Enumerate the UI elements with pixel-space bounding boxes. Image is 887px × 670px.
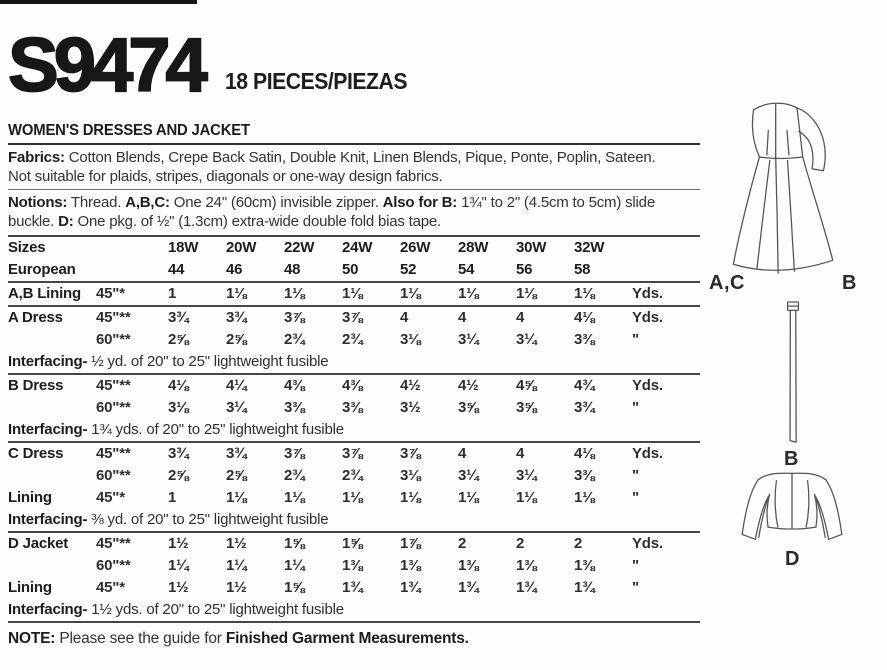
notions-buckle-size: 1¾" to 2" (4.5cm to 5cm) slide [457, 193, 655, 211]
unit-cell: " [632, 330, 639, 348]
yardage-cell: 2¾ [284, 330, 305, 348]
yardage-cell: 3⅞ [342, 308, 363, 326]
yardage-cell: 3¾ [226, 444, 247, 462]
yardage-cell: 4⅜ [342, 376, 363, 394]
yardage-cell: 28W [458, 238, 489, 256]
belt-line-art [783, 300, 803, 448]
fabric-width-cell: 60"** [96, 466, 131, 484]
fabric-width-cell: 45"** [96, 444, 131, 462]
notions-zipper-text: One 24" (60cm) invisible zipper. [169, 193, 383, 211]
yardage-cell: 26W [400, 238, 431, 256]
interfacing-text: 1¾ yds. of 20" to 25" lightweight fusible [87, 420, 344, 438]
yardage-cell: 3⅛ [400, 330, 421, 348]
yardage-cell: 1⅛ [458, 488, 479, 506]
yardage-cell: 4⅛ [574, 308, 595, 326]
yardage-cell: 1¼ [226, 556, 247, 574]
pieces-count: 18 PIECES/PIEZAS [224, 67, 407, 94]
fabrics-text-2: Not suitable for plaids, stripes, diagonals or one-way design fabrics. [8, 167, 443, 185]
yardage-cell: 3¼ [516, 330, 537, 348]
yardage-cell: 3⅜ [284, 398, 305, 416]
yardage-cell: 1 [168, 284, 177, 302]
fabric-width-cell: 45"** [96, 376, 131, 394]
yardage-cell: 3⅜ [574, 466, 595, 484]
belt-view-b-label: B [784, 448, 799, 470]
fabric-width-cell: 45"** [96, 308, 131, 326]
yardage-cell: 2 [458, 534, 467, 552]
notions-view-d: D: [58, 212, 74, 230]
yardage-cell: 4¼ [226, 376, 247, 394]
yardage-cell: 1⅝ [284, 578, 305, 596]
dress-line-art [723, 97, 851, 279]
yardage-cell: 1¾ [458, 578, 479, 596]
yardage-cell: 1⅛ [574, 488, 595, 506]
yardage-cell: 4 [516, 444, 525, 462]
yardage-cell: 3¼ [458, 330, 479, 348]
yardage-cell: 56 [516, 260, 533, 278]
yardage-cell: 3⅞ [400, 444, 421, 462]
yardage-cell: 1¼ [168, 556, 189, 574]
table-row [8, 283, 700, 305]
notions-label: Notions: [8, 193, 68, 211]
unit-cell: Yds. [632, 308, 663, 326]
yardage-cell: 1⅛ [458, 284, 479, 302]
group-d-jacket [8, 533, 700, 621]
fabric-width-cell: 45"** [96, 534, 131, 552]
yardage-cell: 3¾ [168, 308, 189, 326]
yardage-cell: 46 [226, 260, 243, 278]
yardage-cell: 3⅞ [284, 308, 305, 326]
table-row [8, 307, 700, 329]
yardage-cell: 1⅛ [226, 284, 247, 302]
fabric-width-cell: 45"* [96, 578, 125, 596]
yardage-cell: 18W [168, 238, 199, 256]
yardage-cell: 1⅝ [284, 534, 305, 552]
yardage-cell: 1¼ [284, 556, 305, 574]
yardage-cell: 1⅜ [516, 556, 537, 574]
table-row [8, 465, 700, 487]
european-sizes-row [8, 259, 700, 281]
yardage-cell: 1⅜ [574, 556, 595, 574]
yardage-cell: 3¼ [226, 398, 247, 416]
unit-cell: " [632, 488, 639, 506]
notions-text: Thread. [67, 193, 126, 211]
interfacing-label: Interfacing- [8, 420, 88, 438]
row-label: C Dress [8, 444, 64, 462]
fabrics-text-1: Cotton Blends, Crepe Back Satin, Double Knit, Linen Blends, Pique, Ponte, Poplin, Sateen. [64, 148, 656, 166]
content-column [8, 0, 700, 648]
title-divider [8, 143, 700, 145]
fabric-width-cell: 45"* [96, 488, 125, 506]
page-title: WOMEN'S DRESSES AND JACKET [8, 121, 250, 139]
yardage-cell: 1¾ [574, 578, 595, 596]
yardage-cell: 4½ [400, 376, 421, 394]
yardage-cell: 44 [168, 260, 185, 278]
notions-paragraph [8, 193, 700, 231]
row-label: Lining [8, 578, 52, 596]
notions-views-abc: A,B,C: [125, 193, 170, 211]
interfacing-note [8, 351, 700, 373]
yardage-cell: 4 [400, 308, 409, 326]
yardage-cell: 3¼ [458, 466, 479, 484]
table-row [8, 487, 700, 509]
note-label: NOTE: [8, 629, 56, 647]
yardage-cell: 1½ [226, 578, 247, 596]
yardage-cell: 32W [574, 238, 605, 256]
yardage-cell: 1⅜ [458, 556, 479, 574]
table-rule [8, 621, 700, 623]
fabric-width-cell: 60"** [96, 556, 131, 574]
yardage-cell: 3¾ [226, 308, 247, 326]
yardage-cell: 4⅜ [284, 376, 305, 394]
fabrics-label: Fabrics: [8, 148, 65, 166]
group-a-dress [8, 307, 700, 373]
yardage-cell: 1⅛ [400, 284, 421, 302]
interfacing-note [8, 419, 700, 441]
pattern-number: S9474 [8, 23, 203, 108]
yardage-cell: 4¾ [574, 376, 595, 394]
unit-cell: Yds. [632, 376, 663, 394]
notions-line-2 [8, 212, 700, 231]
notions-also-for-b: Also for B: [382, 193, 458, 211]
yardage-cell: 3¾ [574, 398, 595, 416]
yardage-cell: 3⅞ [284, 444, 305, 462]
yardage-cell: 3⅝ [516, 398, 537, 416]
fabric-width-cell: 60"** [96, 330, 131, 348]
table-row [8, 329, 700, 351]
notions-line-1 [8, 193, 700, 212]
yardage-cell: 1⅛ [284, 488, 305, 506]
yardage-cell: 1⅛ [284, 284, 305, 302]
yardage-cell: 2⅝ [168, 466, 189, 484]
group-c-dress [8, 443, 700, 531]
yardage-cell: 3⅜ [342, 398, 363, 416]
yardage-cell: 1¾ [342, 578, 363, 596]
brand-row [8, 23, 700, 108]
yardage-cell: 2¾ [342, 330, 363, 348]
fabrics-line-1 [8, 148, 700, 167]
illustration-column [695, 0, 887, 670]
group-b-dress [8, 375, 700, 441]
interfacing-text: 1½ yds. of 20" to 25" lightweight fusible [87, 600, 344, 618]
dress-views-ac-label: A,C [709, 272, 745, 294]
row-label: Sizes [8, 238, 46, 256]
yardage-cell: 54 [458, 260, 475, 278]
row-label: Lining [8, 488, 52, 506]
table-row [8, 375, 700, 397]
group-ab-lining [8, 283, 700, 305]
row-label: A,B Lining [8, 284, 81, 302]
yardage-cell: 52 [400, 260, 417, 278]
yardage-cell: 2¾ [342, 466, 363, 484]
interfacing-text: ½ yd. of 20" to 25" lightweight fusible [87, 352, 329, 370]
jacket-line-art [735, 466, 849, 552]
fabrics-paragraph [8, 148, 700, 186]
row-label: B Dress [8, 376, 64, 394]
yardage-cell: 1⅝ [342, 534, 363, 552]
unit-cell: " [632, 556, 639, 574]
yardage-cell: 1⅛ [516, 284, 537, 302]
yardage-cell: 3⅛ [168, 398, 189, 416]
yardage-cell: 2 [574, 534, 583, 552]
belt-illustration [783, 300, 803, 448]
yardage-cell: 1⅛ [574, 284, 595, 302]
fabric-width-cell: 45"* [96, 284, 125, 302]
yardage-cell: 3⅜ [574, 330, 595, 348]
yardage-cell: 4 [458, 444, 467, 462]
row-label: A Dress [8, 308, 63, 326]
table-row [8, 533, 700, 555]
yardage-cell: 4⅛ [168, 376, 189, 394]
yardage-cell: 2⅝ [226, 330, 247, 348]
table-row [8, 577, 700, 599]
yardage-cell: 3⅝ [458, 398, 479, 416]
sizes-header-row [8, 237, 700, 259]
yardage-cell: 30W [516, 238, 547, 256]
yardage-cell: 2⅝ [168, 330, 189, 348]
unit-cell: " [632, 466, 639, 484]
yardage-cell: 1⅜ [400, 556, 421, 574]
yardage-cell: 1½ [168, 578, 189, 596]
table-row [8, 555, 700, 577]
unit-cell: Yds. [632, 284, 663, 302]
yardage-cell: 50 [342, 260, 359, 278]
jacket-view-d-label: D [785, 548, 800, 570]
interfacing-label: Interfacing- [8, 600, 88, 618]
yardage-cell: 3⅛ [400, 466, 421, 484]
yardage-cell: 3½ [400, 398, 421, 416]
row-label: European [8, 260, 76, 278]
interfacing-label: Interfacing- [8, 352, 88, 370]
note-text: Please see the guide for [55, 629, 226, 647]
fabric-width-cell: 60"** [96, 398, 131, 416]
yardage-cell: 1⅞ [400, 534, 421, 552]
yardage-cell: 4⅛ [574, 444, 595, 462]
yardage-cell: 4 [516, 308, 525, 326]
yardage-cell: 2⅝ [226, 466, 247, 484]
yardage-cell: 48 [284, 260, 301, 278]
yardage-cell: 1¾ [516, 578, 537, 596]
yardage-cell: 3¾ [168, 444, 189, 462]
yardage-cell: 1⅛ [342, 488, 363, 506]
yardage-cell: 22W [284, 238, 315, 256]
fabrics-divider [8, 189, 700, 190]
unit-cell: " [632, 398, 639, 416]
yardage-cell: 1¾ [400, 578, 421, 596]
dress-view-b-label: B [842, 272, 857, 294]
interfacing-label: Interfacing- [8, 510, 88, 528]
yardage-cell: 2¾ [284, 466, 305, 484]
yardage-cell: 1⅜ [342, 556, 363, 574]
yardage-table [8, 235, 700, 623]
unit-cell: Yds. [632, 444, 663, 462]
yardage-cell: 1⅛ [342, 284, 363, 302]
yardage-cell: 4½ [458, 376, 479, 394]
note-finished-measurements: Finished Garment Measurements. [225, 629, 469, 647]
interfacing-note [8, 509, 700, 531]
guide-note [8, 629, 700, 648]
interfacing-note [8, 599, 700, 621]
yardage-cell: 4⅝ [516, 376, 537, 394]
table-row [8, 397, 700, 419]
notions-buckle-text: buckle. [8, 212, 59, 230]
yardage-cell: 1½ [226, 534, 247, 552]
yardage-cell: 3⅞ [342, 444, 363, 462]
yardage-cell: 4 [458, 308, 467, 326]
notions-bias-tape-text: One pkg. of ½" (1.3cm) extra-wide double fold bias tape. [73, 212, 442, 230]
fabrics-line-2 [8, 167, 700, 186]
yardage-cell: 1⅛ [516, 488, 537, 506]
yardage-cell: 1 [168, 488, 177, 506]
yardage-cell: 3¼ [516, 466, 537, 484]
yardage-cell: 24W [342, 238, 373, 256]
yardage-cell: 20W [226, 238, 257, 256]
dress-back-illustration [723, 97, 851, 279]
yardage-cell: 58 [574, 260, 591, 278]
table-row [8, 443, 700, 465]
yardage-cell: 1⅛ [400, 488, 421, 506]
yardage-cell: 1½ [168, 534, 189, 552]
yardage-cell: 1⅛ [226, 488, 247, 506]
yardage-cell: 2 [516, 534, 525, 552]
row-label: D Jacket [8, 534, 69, 552]
unit-cell: Yds. [632, 534, 663, 552]
jacket-back-illustration [735, 466, 849, 552]
unit-cell: " [632, 578, 639, 596]
interfacing-text: ⅜ yd. of 20" to 25" lightweight fusible [87, 510, 329, 528]
